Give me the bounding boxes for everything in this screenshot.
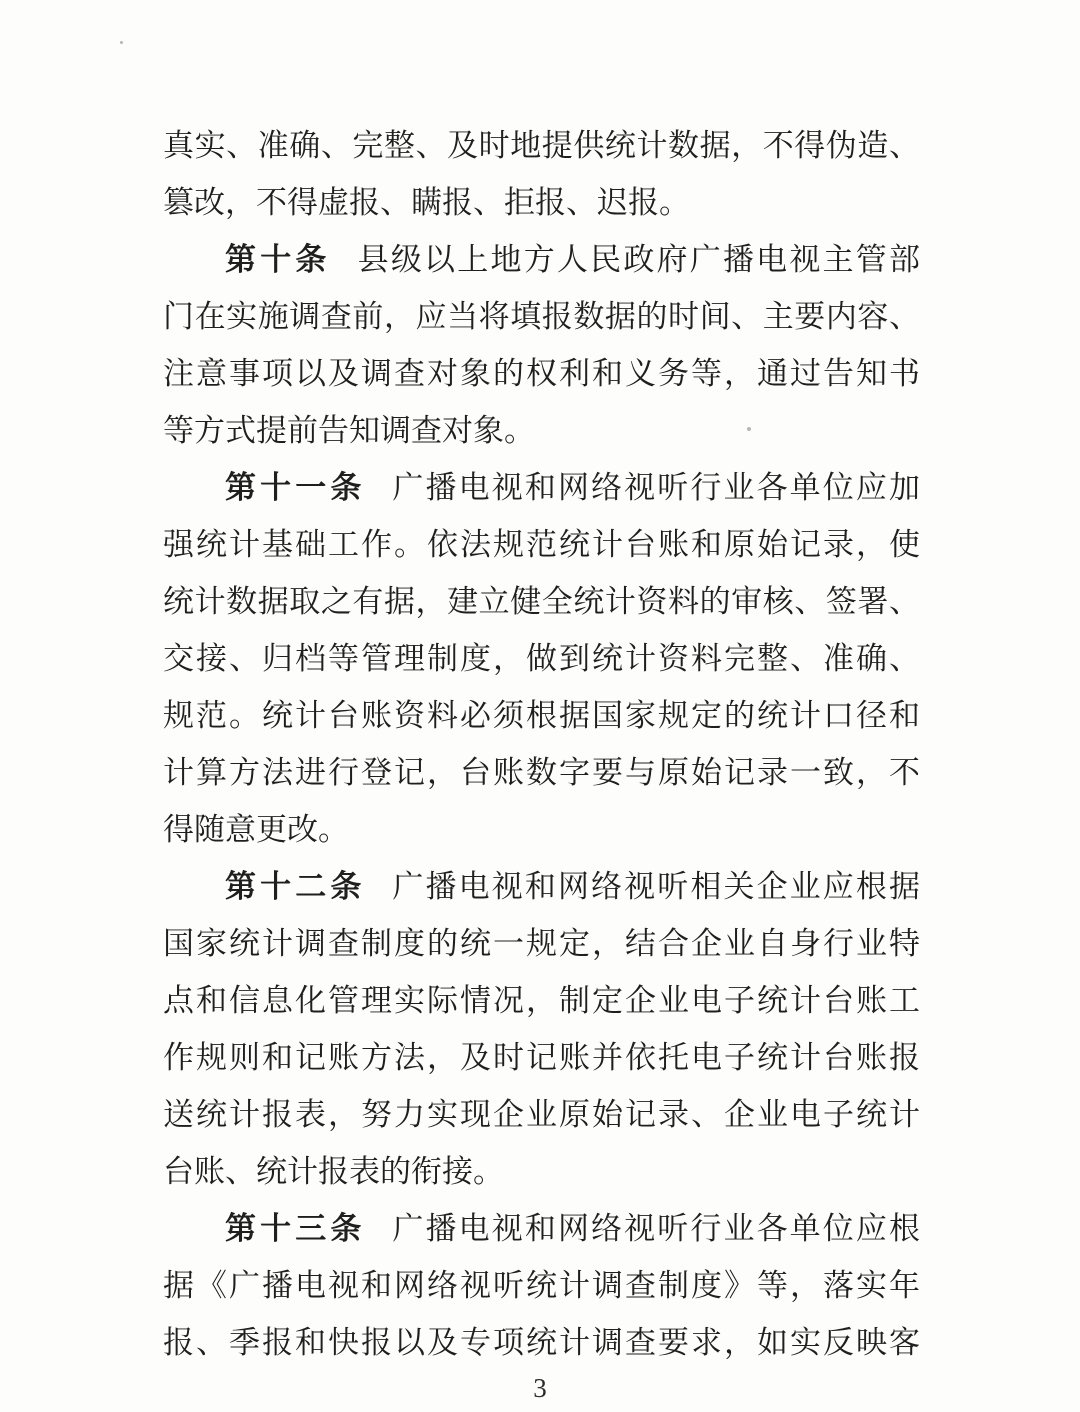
text-line: 国家统计调查制度的统一规定，结合企业自身行业特 [163, 926, 920, 961]
text-line: 统计数据取之有据，建立健全统计资料的审核、签署、 [163, 584, 920, 619]
page-number: 3 [533, 1373, 547, 1403]
text-line: 第十三条 广播电视和网络视听行业各单位应根 [225, 1211, 920, 1246]
text-line: 注意事项以及调查对象的权利和义务等，通过告知书 [163, 356, 920, 391]
text-line: 点和信息化管理实际情况，制定企业电子统计台账工 [163, 983, 920, 1018]
text-line: 作规则和记账方法，及时记账并依托电子统计台账报 [163, 1040, 920, 1075]
text-line: 送统计报表，努力实现企业原始记录、企业电子统计 [163, 1097, 920, 1132]
text-line: 交接、归档等管理制度，做到统计资料完整、准确、 [163, 641, 920, 676]
text-line: 强统计基础工作。依法规范统计台账和原始记录，使 [163, 527, 920, 562]
text-line: 据《广播电视和网络视听统计调查制度》等，落实年 [163, 1268, 920, 1303]
article-number: 第十二条 [225, 869, 366, 904]
text-line: 计算方法进行登记，台账数字要与原始记录一致，不 [163, 755, 920, 790]
text-line: 台账、统计报表的衔接。 [163, 1154, 504, 1189]
text-line: 第十一条 广播电视和网络视听行业各单位应加 [225, 470, 920, 505]
document-body [163, 117, 920, 1371]
text-line: 真实、准确、完整、及时地提供统计数据，不得伪造、 [163, 128, 920, 163]
text-line: 门在实施调查前，应当将填报数据的时间、主要内容、 [163, 299, 920, 334]
article-number: 第十一条 [225, 470, 366, 505]
text-line: 规范。统计台账资料必须根据国家规定的统计口径和 [163, 698, 920, 733]
text-line: 第十条 县级以上地方人民政府广播电视主管部 [225, 242, 920, 277]
text-line: 篡改，不得虚报、瞒报、拒报、迟报。 [163, 185, 690, 220]
article-number: 第十条 [225, 242, 331, 277]
article-number: 第十三条 [225, 1211, 366, 1246]
text-line: 第十二条 广播电视和网络视听相关企业应根据 [225, 869, 920, 904]
text-line: 得随意更改。 [163, 812, 349, 847]
scan-speck [747, 427, 751, 431]
text-line: 报、季报和快报以及专项统计调查要求，如实反映客 [163, 1325, 920, 1360]
text-line: 等方式提前告知调查对象。 [163, 413, 535, 448]
scan-speck [120, 41, 123, 44]
